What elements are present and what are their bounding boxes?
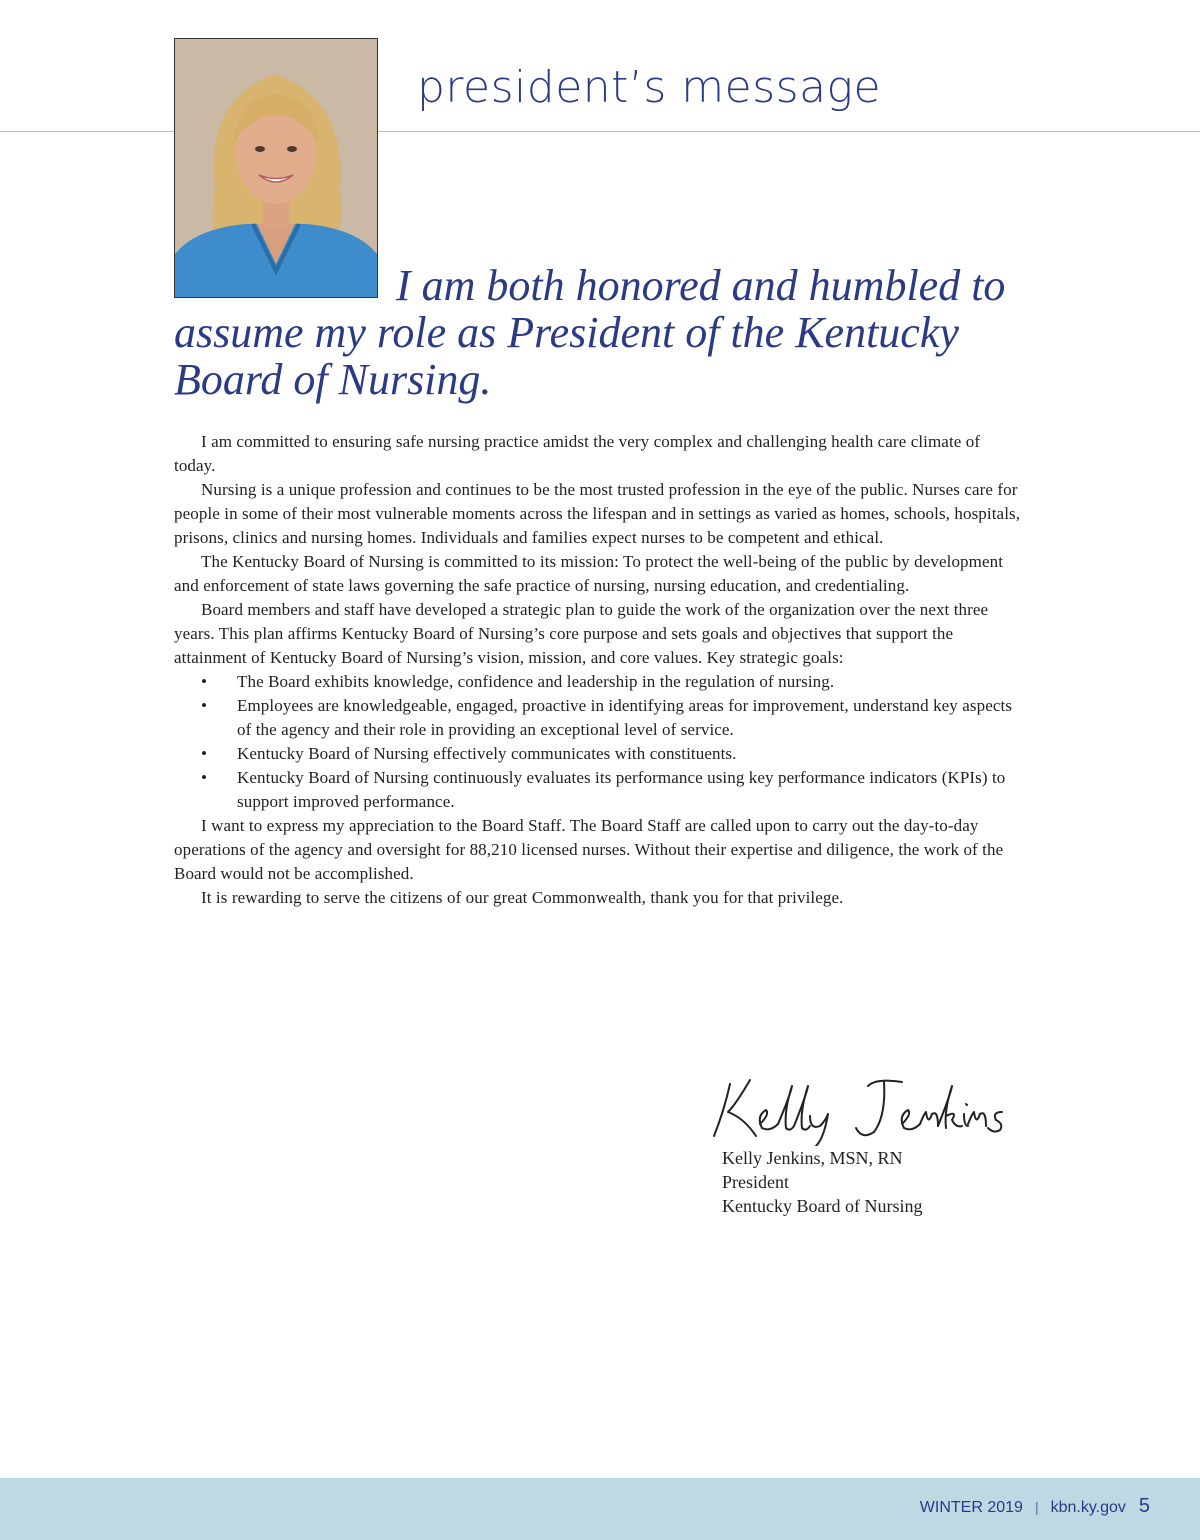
- bullet-icon: •: [201, 672, 208, 691]
- signer-title: President: [722, 1172, 789, 1192]
- body-paragraph: The Kentucky Board of Nursing is committed to its mission: To protect the well-being of the public by development and enforcement of state laws governing the safe practice of nursing, nursing education, and credentialing.: [174, 552, 1004, 595]
- body-paragraph: Nursing is a unique profession and continues to be the most trusted profession in the eye of the public. Nurses care for people in some of their most vulnerable moments across the lifespan and in settings as varied as homes, schools, hospitals, prisons, clinics and nursing homes. Individuals and families expect nurses to be competent and ethical.: [174, 480, 1021, 547]
- bullet-icon: •: [201, 744, 208, 763]
- list-item: • The Board exhibits knowledge, confidence and leadership in the regulation of nursing.: [174, 670, 1024, 694]
- issue-label: WINTER 2019: [919, 1499, 1023, 1516]
- footer-separator: |: [1034, 1499, 1039, 1515]
- president-photo: [174, 38, 378, 298]
- body-paragraph: Board members and staff have developed a strategic plan to guide the work of the organization over the next three years. This plan affirms Kentucky Board of Nursing’s core purpose and sets goals and objectives that support the attainment of Kentucky Board of Nursing’s vision, mission, and core values. Key strategic goals:: [174, 600, 989, 667]
- pull-quote: [174, 262, 1044, 403]
- signer-organization: Kentucky Board of Nursing: [722, 1196, 923, 1216]
- footer-band: [0, 1478, 1200, 1540]
- strategic-goals-list: [174, 670, 1024, 814]
- pull-quote-line1: I am both honored and humbled: [396, 261, 961, 310]
- signature-block: [722, 1146, 922, 1218]
- footer-text: [920, 1495, 1150, 1518]
- body-paragraph: I am committed to ensuring safe nursing practice amidst the very complex and challenging health care climate of today.: [174, 432, 981, 475]
- list-item: • Employees are knowledgeable, engaged, proactive in identifying areas for improvement, understand key aspects of the agency and their role in providing an exceptional level of service.: [201, 696, 1013, 739]
- handwritten-signature: [706, 1066, 1026, 1146]
- section-title: president’s message: [417, 62, 882, 113]
- body-paragraph: It is rewarding to serve the citizens of our great Commonwealth, thank you for that privilege.: [201, 888, 844, 907]
- bullet-icon: •: [201, 696, 208, 715]
- body-paragraph: I want to express my appreciation to the Board Staff. The Board Staff are called upon to carry out the day-to-day operations of the agency and oversight for 88,210 licensed nurses. Without their expertise and diligence, the work of the Board would not be accomplished.: [174, 816, 1004, 883]
- pull-quote-rest: to assume my role as President of the Kentucky Board of Nursing.: [174, 261, 1006, 404]
- bullet-icon: •: [201, 768, 208, 787]
- list-item: • Kentucky Board of Nursing continuously evaluates its performance using key performance indicators (KPIs) to support improved performance.: [201, 768, 1006, 811]
- letter-body: [174, 430, 1024, 910]
- page-number: 5: [1138, 1495, 1150, 1517]
- signer-name: Kelly Jenkins, MSN, RN: [722, 1148, 903, 1168]
- website-link[interactable]: kbn.ky.gov: [1050, 1499, 1126, 1516]
- list-item: • Kentucky Board of Nursing effectively communicates with constituents.: [174, 742, 1024, 766]
